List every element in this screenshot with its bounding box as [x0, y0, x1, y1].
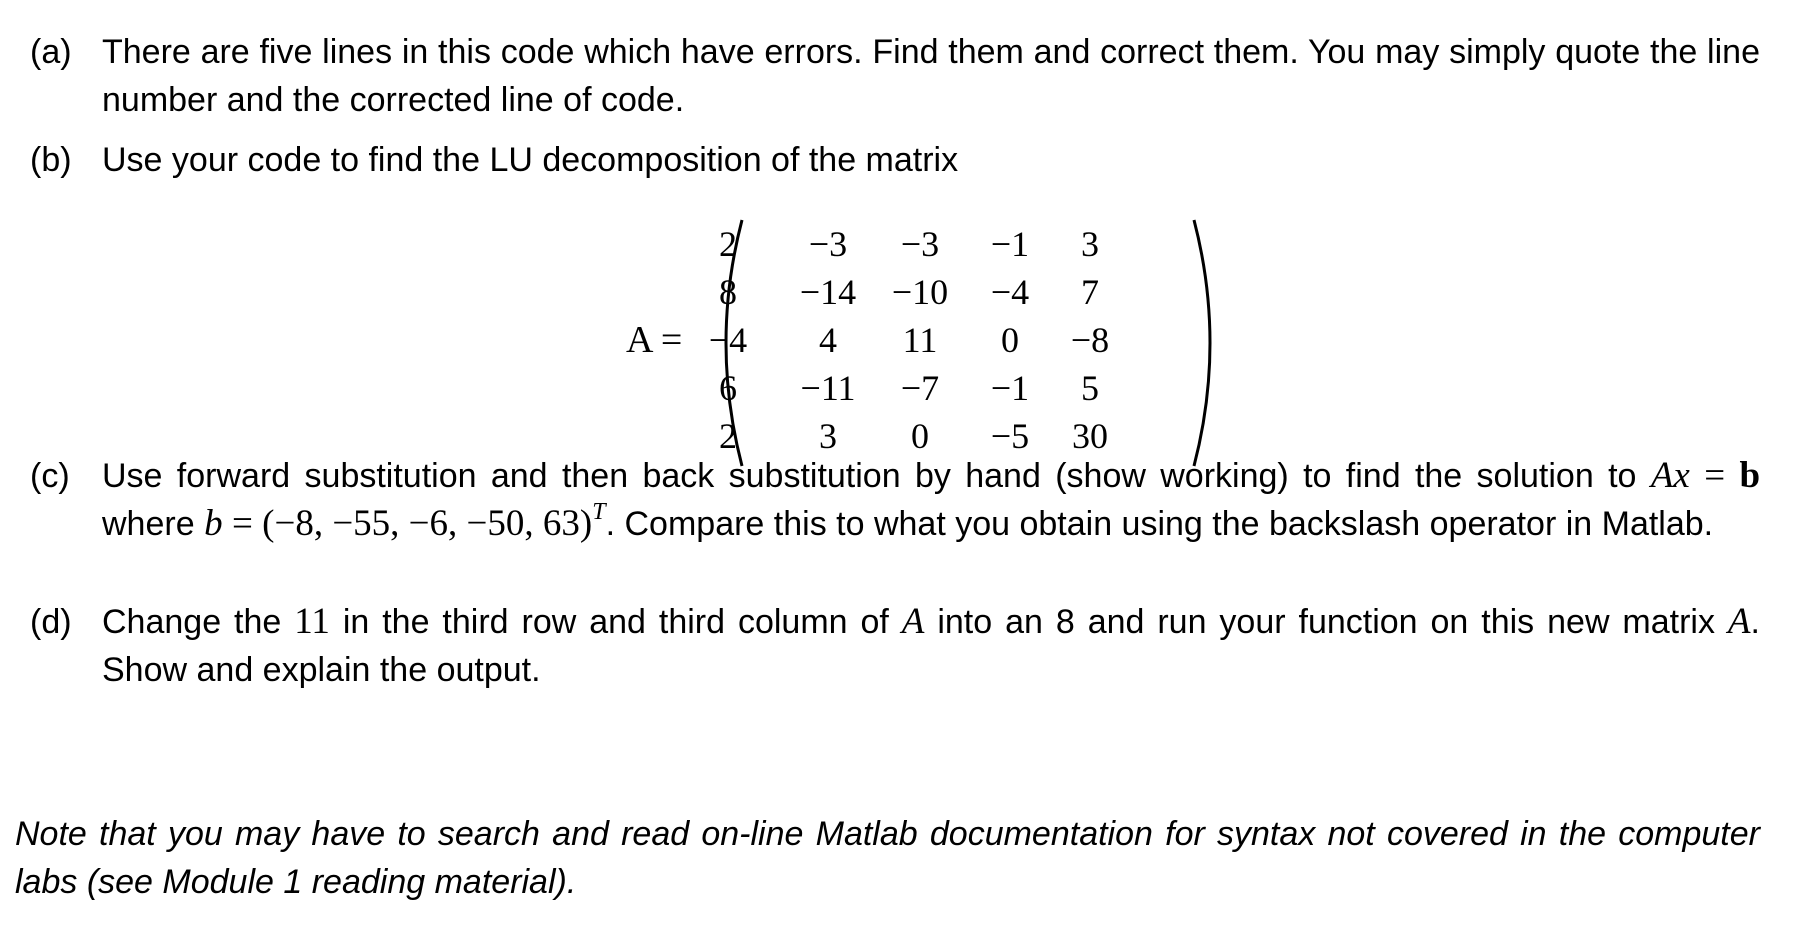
part-b — [30, 136, 1760, 184]
math-b-var: b — [204, 503, 223, 544]
matrix-cell-r2-c1: 8 — [719, 272, 737, 312]
matrix-cell-r4-c4: −1 — [990, 368, 1030, 408]
matrix-cell-r2-c3: −10 — [891, 272, 949, 312]
part-a-text: There are five lines in this code which have errors. Find them and correct them. You may simply quote the line number and the corrected line of code. — [102, 33, 1760, 119]
part-c — [30, 452, 1760, 548]
matrix-cell-r2-c5: 7 — [1081, 272, 1099, 312]
part-c-text3: . Compare this to what you obtain using the backslash operator in Matlab. — [605, 505, 1714, 543]
matrix-cell-r1-c5: 3 — [1081, 224, 1099, 264]
part-c-text — [102, 452, 1760, 548]
math-Ax: Ax — [1650, 455, 1690, 496]
math-11: 11 — [294, 601, 330, 642]
math-transpose: T — [592, 499, 606, 525]
part-c-label: (c) — [30, 457, 70, 495]
matrix-cell-r2-c4: −4 — [990, 272, 1030, 312]
matrix-cell-r1-c3: −3 — [900, 224, 940, 264]
matrix-cell-r5-c5: 30 — [1072, 416, 1108, 456]
math-vector: = (−8, −55, −6, −50, 63) — [232, 503, 593, 544]
math-A-1: A — [901, 601, 925, 642]
matrix-cell-r4-c3: −7 — [900, 368, 940, 408]
part-d-text — [102, 598, 1760, 694]
matrix-cell-r1-c1: 2 — [719, 224, 737, 264]
matrix-cell-r4-c5: 5 — [1081, 368, 1099, 408]
part-a-label: (a) — [30, 33, 72, 71]
part-d-text4: . Show and explain the output. — [102, 603, 1760, 689]
matrix-cell-r5-c3: 0 — [911, 416, 929, 456]
matrix-cell-r5-c1: 2 — [719, 416, 737, 456]
part-c-text1: Use forward substitution and then back substitution by hand (show working) to find the solution to — [102, 457, 1637, 495]
math-bold-b: b — [1739, 455, 1761, 496]
matrix-cell-r3-c3: 11 — [902, 320, 938, 360]
part-a — [30, 28, 1760, 124]
math-A-2: A — [1727, 601, 1751, 642]
part-b-label: (b) — [30, 141, 72, 179]
right-paren — [1194, 220, 1210, 466]
part-d-text1: Change the — [102, 603, 282, 641]
note-paragraph: Note that you may have to search and read on-line Matlab documentation for syntax not covered in the computer labs (see Module 1 reading material). — [15, 815, 1760, 901]
matrix-cell-r4-c2: −11 — [800, 368, 856, 408]
matrix-cell-r3-c1: −4 — [708, 320, 748, 360]
part-d-text3: into an 8 and run your function on this new matrix — [937, 603, 1715, 641]
part-d-label: (d) — [30, 603, 72, 641]
matrix-cell-r2-c2: −14 — [799, 272, 857, 312]
matrix-cell-r1-c2: −3 — [808, 224, 848, 264]
matrix-name: A = — [626, 319, 683, 361]
math-equals: = — [1704, 455, 1726, 496]
part-d — [30, 598, 1760, 694]
part-c-text2: where — [102, 505, 195, 543]
matrix-cell-r1-c4: −1 — [990, 224, 1030, 264]
matrix-cell-r4-c1: 6 — [719, 368, 737, 408]
matrix-cell-r3-c5: −8 — [1070, 320, 1110, 360]
part-d-text2: in the third row and third column of — [342, 603, 889, 641]
matrix-cell-r5-c4: −5 — [990, 416, 1030, 456]
matrix-cell-r5-c2: 3 — [819, 416, 837, 456]
matrix-cell-r3-c2: 4 — [819, 320, 837, 360]
matrix-cell-r3-c4: 0 — [1001, 320, 1019, 360]
part-b-text: Use your code to find the LU decomposition of the matrix — [102, 141, 959, 179]
matrix-a — [620, 218, 1220, 468]
